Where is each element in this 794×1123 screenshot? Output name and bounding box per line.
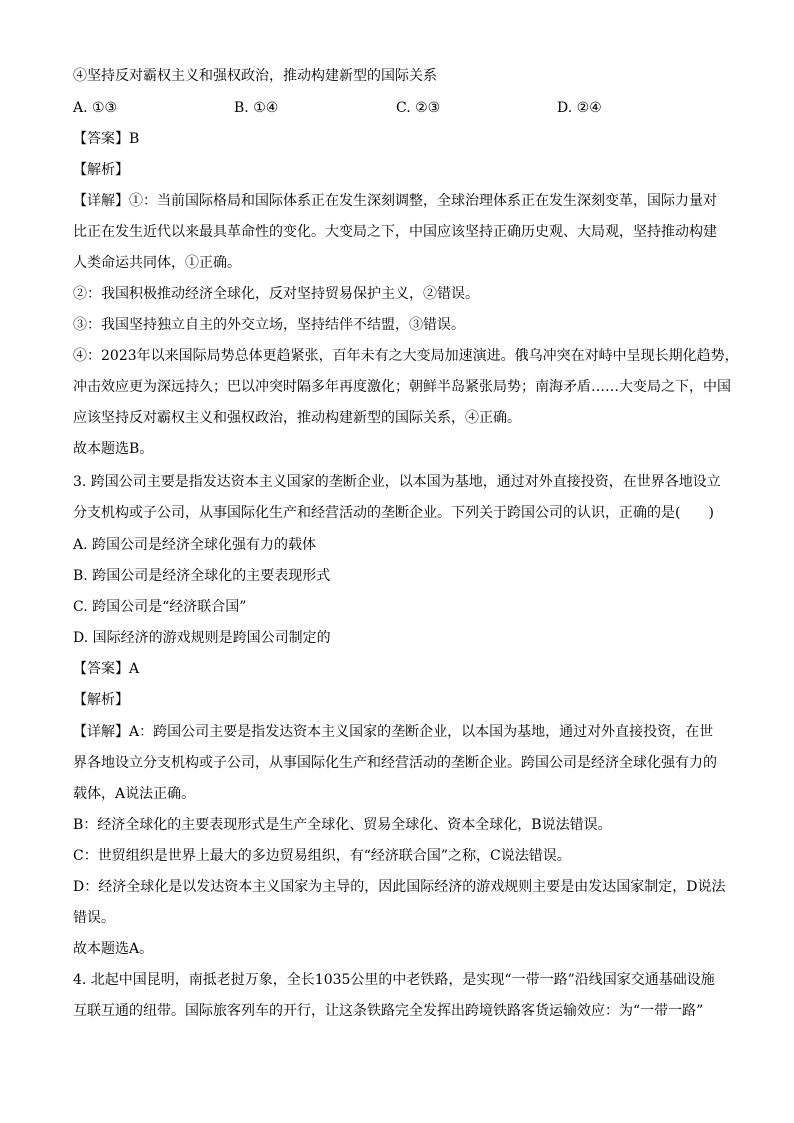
q2-detail-line: 冲击效应更为深远持久；巴以冲突时隔多年再度激化；朝鲜半岛紧张局势；南海矛盾……大变局之下，中国: [73, 379, 731, 395]
q3-detail-line: 界各地设立分支机构或子公司，从事国际化生产和经营活动的垄断企业。跨国公司是经济全球化强有力的: [73, 755, 717, 771]
q3-stem-line: 分支机构或子公司，从事国际化生产和经营活动的垄断企业。下列关于跨国公司的认识，正确的是( ): [73, 505, 714, 521]
q2-detail-line: 【详解】①：当前国际格局和国际体系正在发生深刻调整，全球治理体系正在发生深刻变革，国际力量对: [73, 193, 717, 209]
q3-option-d: D. 国际经济的游戏规则是跨国公司制定的: [73, 630, 331, 646]
q2-answer: 【答案】B: [73, 131, 140, 147]
q3-option-c: C. 跨国公司是“经济联合国”: [73, 599, 247, 615]
q4-stem-line: 4. 北起中国昆明，南抵老挝万象，全长1035公里的中老铁路，是实现“一带一路”沿线国家交通基础设施: [73, 972, 715, 988]
q3-answer: 【答案】A: [73, 661, 140, 677]
q2-option-d: D. ②④: [557, 100, 602, 116]
q2-analysis-label: 【解析】: [73, 162, 129, 178]
q3-detail-line: D：经济全球化是以发达资本主义国家为主导的，因此国际经济的游戏规则主要是由发达国家制定，D说法: [73, 879, 726, 895]
q2-item-4: ④坚持反对霸权主义和强权政治，推动构建新型的国际关系: [73, 68, 437, 84]
q3-conclusion: 故本题选A。: [73, 941, 154, 957]
q3-detail-line: 【详解】A：跨国公司主要是指发达资本主义国家的垄断企业，以本国为基地，通过对外直接投资，在世: [73, 724, 714, 740]
q2-conclusion: 故本题选B。: [73, 441, 154, 457]
q3-detail-line: 错误。: [73, 910, 115, 926]
q2-detail-line: 应该坚持反对霸权主义和强权政治，推动构建新型的国际关系，④正确。: [73, 410, 521, 426]
q4-stem-line: 互联互通的纽带。国际旅客列车的开行，让这条铁路完全发挥出跨境铁路客货运输效应：为“一带一路”: [73, 1003, 704, 1019]
q2-option-b: B. ①④: [234, 100, 279, 116]
q3-stem-line: 3. 跨国公司主要是指发达资本主义国家的垄断企业，以本国为基地，通过对外直接投资，在世界各地设立: [73, 474, 721, 490]
q2-detail-line: 人类命运共同体，①正确。: [73, 255, 241, 271]
q2-detail-line: ②：我国积极推动经济全球化，反对坚持贸易保护主义，②错误。: [73, 286, 479, 302]
q2-detail-line: 比正在发生近代以来最具革命性的变化。大变局之下，中国应该坚持正确历史观、大局观，坚持推动构建: [73, 224, 717, 240]
q3-detail-line: C：世贸组织是世界上最大的多边贸易组织，有“经济联合国”之称，C说法错误。: [73, 848, 571, 864]
q3-detail-line: 载体，A说法正确。: [73, 786, 196, 802]
q3-detail-line: B：经济全球化的主要表现形式是生产全球化、贸易全球化、资本全球化，B说法错误。: [73, 817, 612, 833]
q2-detail-line: ③：我国坚持独立自主的外交立场，坚持结伴不结盟，③错误。: [73, 317, 465, 333]
q3-analysis-label: 【解析】: [73, 692, 129, 708]
q2-option-a: A. ①③: [73, 100, 118, 116]
q3-option-b: B. 跨国公司是经济全球化的主要表现形式: [73, 568, 331, 584]
q3-option-a: A. 跨国公司是经济全球化强有力的载体: [73, 537, 317, 553]
q2-option-c: C. ②③: [396, 100, 441, 116]
q2-detail-line: ④：2023年以来国际局势总体更趋紧张，百年未有之大变局加速演进。俄乌冲突在对峙中呈现长期化趋势，: [73, 348, 739, 364]
